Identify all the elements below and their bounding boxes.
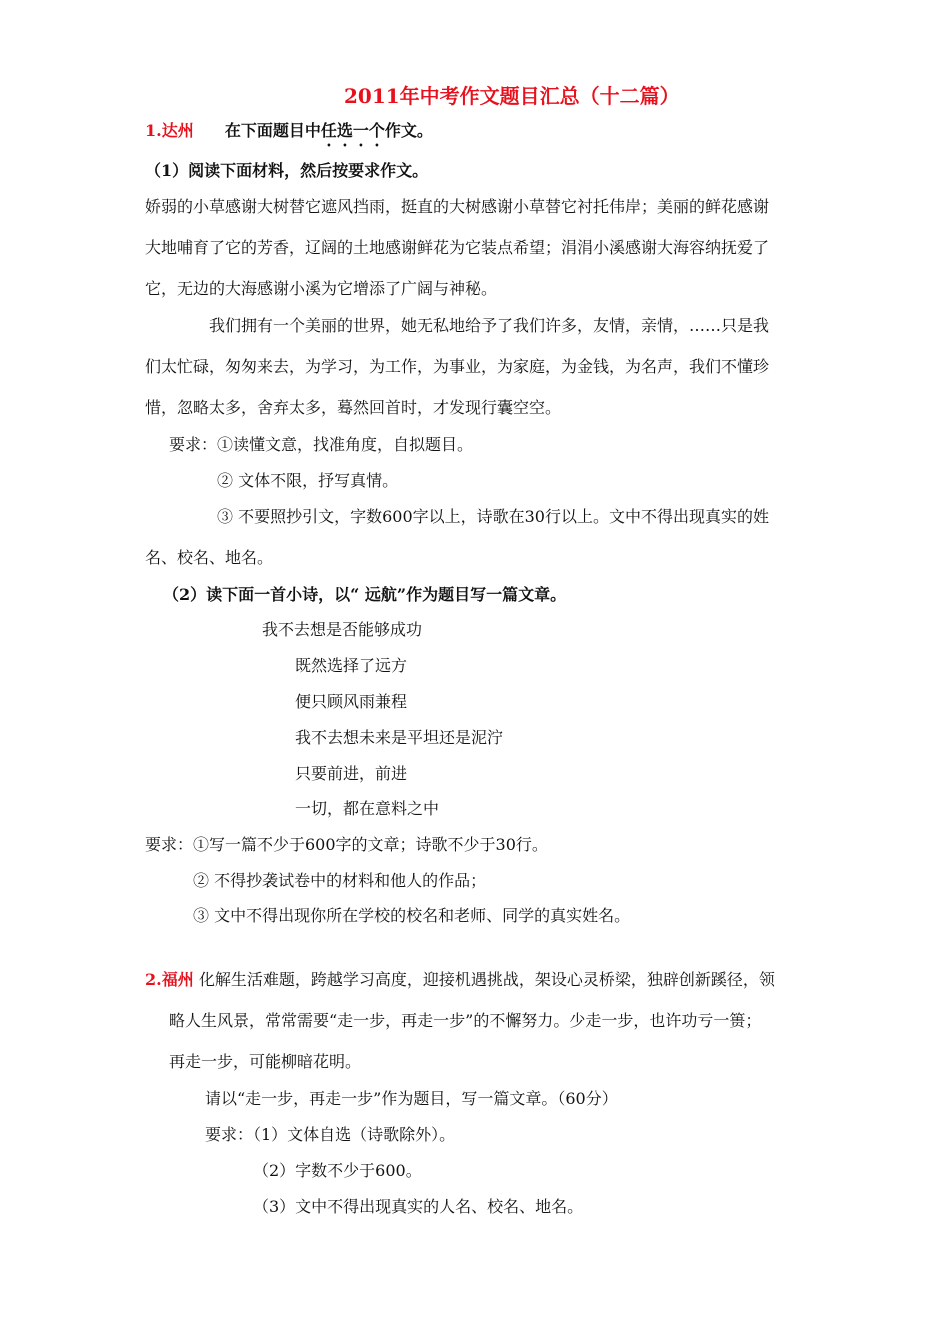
poem-requirement-2: ② 不得抄袭试卷中的材料和他人的作品； xyxy=(193,871,487,890)
part-2-heading: （2）读下面一首小诗，以“ 远航”作为题目写一篇文章。 xyxy=(163,585,567,604)
material-line-3: 它，无边的大海感谢小溪为它增添了广阔与神秘。 xyxy=(145,279,498,298)
requirement-2: ② 文体不限，抒写真情。 xyxy=(217,471,399,490)
page-title: 2011年中考作文题目汇总（十二篇） xyxy=(344,84,680,108)
poem-line-3: 便只顾风雨兼程 xyxy=(295,692,408,711)
section-1-heading xyxy=(145,121,433,150)
poem-line-2: 既然选择了远方 xyxy=(295,656,408,675)
poem-line-4: 我不去想未来是平坦还是泥泞 xyxy=(295,728,504,747)
section-2-number: 2.福州 xyxy=(145,970,194,989)
section-1-number: 1.达州 xyxy=(145,121,194,140)
section-2-requirement-1: 要求：（1）文体自选（诗歌除外）。 xyxy=(205,1125,456,1144)
section-2-line-2: 略人生风景，常常需要“走一步，再走一步”的不懈努力。少走一步，也许功亏一篑； xyxy=(169,1011,762,1030)
section-2-prompt: 请以“走一步，再走一步”作为题目，写一篇文章。（60分） xyxy=(205,1089,618,1108)
material-line-1: 娇弱的小草感谢大树替它遮风挡雨，挺直的大树感谢小草替它衬托伟岸；美丽的鲜花感谢 xyxy=(145,197,770,216)
part-1-heading: （1）阅读下面材料，然后按要求作文。 xyxy=(145,161,429,180)
section-2-requirement-2: （2）字数不少于600。 xyxy=(253,1161,422,1180)
poem-line-6: 一切，都在意料之中 xyxy=(295,799,440,818)
requirement-3-cont: 名、校名、地名。 xyxy=(145,548,274,567)
requirement-1: 要求：①读懂文意，找准角度，自拟题目。 xyxy=(169,435,474,454)
section-2-requirement-3: （3）文中不得出现真实的人名、校名、地名。 xyxy=(253,1197,584,1216)
material-line-2: 大地哺育了它的芳香，辽阔的土地感谢鲜花为它装点希望；涓涓小溪感谢大海容纳抚爱了 xyxy=(145,238,770,257)
requirement-3: ③ 不要照抄引文，字数600字以上，诗歌在30行以上。文中不得出现真实的姓 xyxy=(217,507,769,526)
section-1-intro: 在下面题目中任选一个作文。 xyxy=(224,121,433,140)
poem-line-5: 只要前进，前进 xyxy=(295,764,408,783)
material-line-5: 们太忙碌，匆匆来去，为学习，为工作，为事业，为家庭，为金钱，为名声，我们不懂珍 xyxy=(145,357,770,376)
material-line-4: 我们拥有一个美丽的世界，她无私地给予了我们许多，友情，亲情，……只是我 xyxy=(209,316,770,335)
material-line-6: 惜，忽略太多，舍弃太多，蓦然回首时，才发现行囊空空。 xyxy=(145,398,562,417)
poem-requirement-3: ③ 文中不得出现你所在学校的校名和老师、同学的真实姓名。 xyxy=(193,906,631,925)
section-2-line-1: 化解生活难题，跨越学习高度，迎接机遇挑战，架设心灵桥梁，独辟创新蹊径，领 xyxy=(198,970,775,989)
poem-requirement-1: 要求：①写一篇不少于600字的文章；诗歌不少于30行。 xyxy=(145,835,548,854)
section-2-heading xyxy=(145,970,775,990)
poem-line-1: 我不去想是否能够成功 xyxy=(262,620,423,639)
section-2-line-3: 再走一步，可能柳暗花明。 xyxy=(169,1052,362,1071)
